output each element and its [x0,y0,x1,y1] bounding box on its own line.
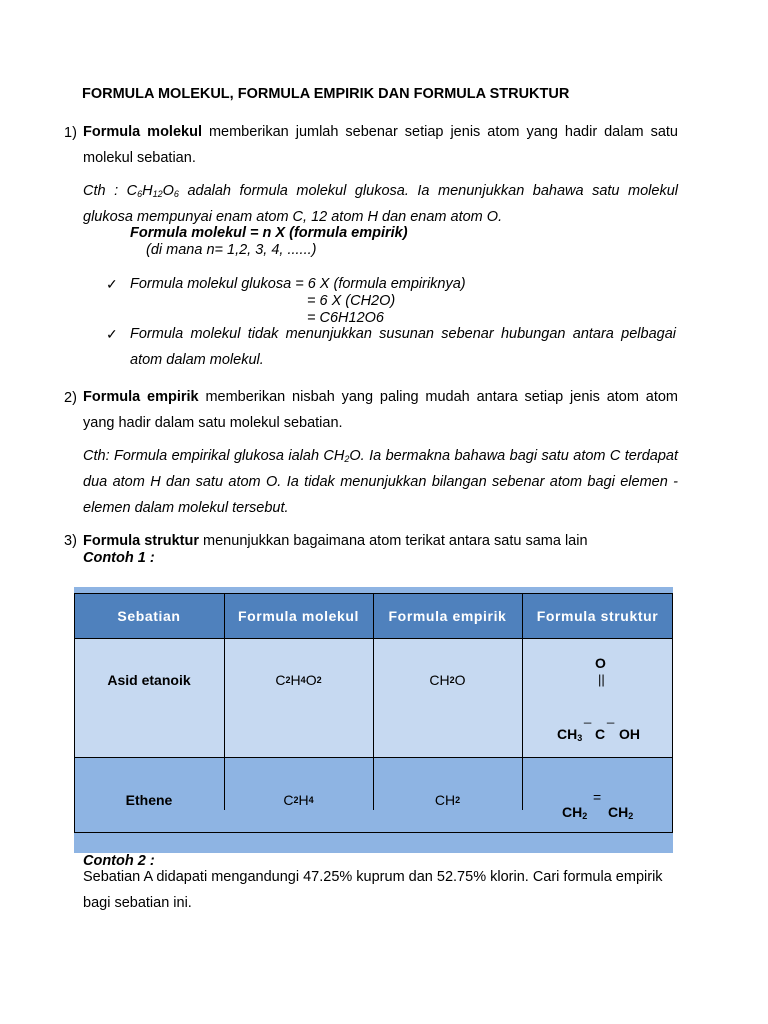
example-o: O [162,183,174,199]
subscript: 3 [577,733,583,743]
struct-ch2-left [562,804,587,820]
contoh-2-question: Sebatian A didapati mengandungi 47.25% kuprum dan 52.75% klorin. Cari formula empirik bagi sebatian ini. [83,869,663,911]
subscript: 6 [137,189,143,199]
section-3-number: 3) [64,533,77,549]
table-border [74,832,673,833]
example-prefix: Cth: Formula empirikal glukosa ialah CH [83,448,345,464]
atom: C [275,672,286,688]
section-2-definition [83,384,678,436]
cell-row1-molecular: C 2 H 4 O 2 [275,672,322,688]
section-1-definition [83,119,678,171]
section-1-example [83,178,678,230]
page-title: FORMULA MOLEKUL, FORMULA EMPIRIK DAN FORMULA STRUKTUR [82,86,570,102]
bullet-1-line-1: Formula molekul glukosa = 6 X (formula empiriknya) [130,276,466,292]
header-sebatian: Sebatian [117,607,181,624]
table-border [373,593,374,810]
section-2-number: 2) [64,390,77,406]
struct-c: C [595,726,606,742]
check-icon: ✓ [106,326,118,342]
header-formula-empirik: Formula empirik [388,607,507,624]
subscript: 2 [344,454,350,464]
example-prefix: Cth : C [83,183,138,199]
cell-asid-etanoik: Asid etanoik [107,672,191,688]
cell-row1-empirical: CH 2 O [429,672,466,688]
molecular-formula-equation: Formula molekul = n X (formula empirik) [130,225,408,241]
section-1-number: 1) [64,125,77,141]
struct-ch2-right [608,804,633,820]
subscript: 2 [628,811,634,821]
atom: CH [434,792,456,808]
struct-oh: OH [619,726,640,742]
section-3-text: menunjukkan bagaimana atom terikat antara satu sama lain [199,533,588,549]
struct-ch3 [557,726,582,742]
atom: CH [429,672,450,688]
section-2-example [83,443,678,521]
atom: H [290,672,301,688]
double-bond: = [593,789,602,805]
single-bond: _ [584,709,592,724]
single-bond: _ [607,709,615,724]
example-h: H [142,183,153,199]
term-formula-struktur: Formula struktur [83,533,200,549]
bullet-2: Formula molekul tidak menunjukkan susunan sebenar hubungan antara pelbagai atom dalam molekul. [130,326,676,368]
atom: CH [562,804,583,820]
subscript: 2 [582,811,588,821]
header-formula-struktur: Formula struktur [536,607,659,624]
example-text: adalah formula molekul glukosa. Ia menunjukkan bahawa satu molekul glukosa mempunyai enam atom C, 12 atom H dan enam atom O. [83,183,678,225]
atom: CH [608,804,629,820]
contoh-1-label: Contoh 1 : [83,550,155,566]
term-formula-molekul: Formula molekul [83,124,202,140]
n-values-note: (di mana n= 1,2, 3, 4, ......) [146,242,317,258]
table-border [672,593,673,832]
table-border [522,593,523,810]
subscript: 12 [152,189,163,199]
table-border [224,593,225,810]
section-1-text: memberikan jumlah sebenar setiap jenis atom yang hadir dalam satu molekul sebatian. [83,124,678,166]
header-formula-molekul: Formula molekul [237,607,360,624]
contoh-2-label: Contoh 2 : [83,853,155,869]
subscript: 6 [173,189,179,199]
section-3-definition [83,533,588,549]
check-icon: ✓ [106,276,118,292]
struct-o: O [595,655,606,671]
cell-ethene: Ethene [125,792,173,808]
cell-row2-empirical: CH 2 [434,792,461,808]
double-bond: || [598,672,605,687]
example-text: O. Ia bermakna bahawa bagi satu atom C terdapat dua atom H dan satu atom O. Ia tidak menunjukkan bilangan sebenar atom bagi elemen - elemen dalam molekul tersebut. [83,448,678,516]
atom: O [305,672,317,688]
section-2-text: memberikan nisbah yang paling mudah antara setiap jenis atom atom yang hadir dalam satu molekul sebatian. [83,389,678,431]
bullet-1-line-2: = 6 X (CH2O) [307,293,396,309]
cell-row2-molecular: C 2 H 4 [283,792,314,808]
atom: O [454,672,466,688]
atom: C [283,792,294,808]
bullet-1-line-3: = C6H12O6 [307,310,384,326]
term-formula-empirik: Formula empirik [83,389,199,405]
atom: H [298,792,309,808]
atom: CH [557,726,578,742]
